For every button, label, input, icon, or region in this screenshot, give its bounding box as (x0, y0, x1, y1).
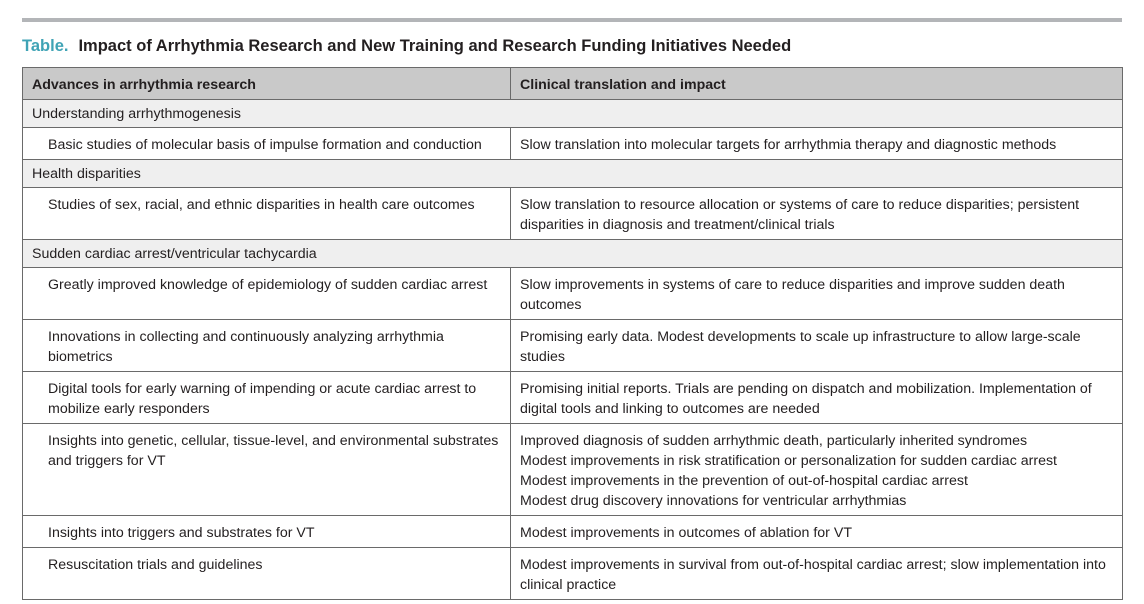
table-row (23, 320, 1123, 372)
advance-cell: Greatly improved knowledge of epidemiology of sudden cardiac arrest (23, 268, 511, 320)
impact-line: Slow translation into molecular targets for arrhythmia therapy and diagnostic methods (520, 137, 1057, 153)
table-row (23, 372, 1123, 424)
table-row (23, 548, 1123, 600)
arrhythmia-table (22, 67, 1123, 600)
advance-cell: Insights into genetic, cellular, tissue-level, and environmental substrates and triggers for VT (23, 424, 511, 516)
category-row (23, 240, 1123, 268)
impact-line: Modest improvements in risk stratification or personalization for sudden cardiac arrest (520, 453, 1057, 469)
impact-cell (511, 372, 1123, 424)
impact-line: Modest improvements in the prevention of out-of-hospital cardiac arrest (520, 473, 968, 489)
impact-line: Modest improvements in outcomes of ablation for VT (520, 525, 852, 541)
top-rule (22, 18, 1122, 22)
impact-line: Modest improvements in survival from out-of-hospital cardiac arrest; slow implementation into clinical practice (520, 557, 1106, 593)
advance-cell: Insights into triggers and substrates for VT (23, 516, 511, 548)
table-row (23, 268, 1123, 320)
impact-line: Slow improvements in systems of care to reduce disparities and improve sudden death outcomes (520, 277, 1065, 313)
table-row (23, 516, 1123, 548)
impact-line: Promising initial reports. Trials are pending on dispatch and mobilization. Implementation of digital tools and linking to outcomes are needed (520, 381, 1092, 417)
impact-line: Promising early data. Modest developments to scale up infrastructure to allow large-scale studies (520, 329, 1081, 365)
table-title-text: Impact of Arrhythmia Research and New Training and Research Funding Initiatives Needed (78, 37, 792, 55)
category-row (23, 100, 1123, 128)
column-header-advances: Advances in arrhythmia research (23, 68, 511, 100)
advance-cell: Resuscitation trials and guidelines (23, 548, 511, 600)
advance-cell: Innovations in collecting and continuously analyzing arrhythmia biometrics (23, 320, 511, 372)
table-row (23, 188, 1123, 240)
impact-line: Improved diagnosis of sudden arrhythmic death, particularly inherited syndromes (520, 433, 1028, 449)
category-label: Health disparities (23, 160, 1123, 188)
impact-cell (511, 128, 1123, 160)
table-row (23, 128, 1123, 160)
impact-cell (511, 548, 1123, 600)
impact-cell (511, 424, 1123, 516)
table-row (23, 424, 1123, 516)
table-label: Table. (22, 37, 69, 55)
impact-cell (511, 320, 1123, 372)
category-row (23, 160, 1123, 188)
table-body (23, 100, 1123, 600)
header-row (23, 68, 1123, 100)
impact-line: Slow translation to resource allocation or systems of care to reduce disparities; persistent disparities in diagnosis and treatment/clinical trials (520, 197, 1080, 233)
advance-cell: Digital tools for early warning of impending or acute cardiac arrest to mobilize early responders (23, 372, 511, 424)
impact-cell (511, 268, 1123, 320)
impact-cell (511, 516, 1123, 548)
column-header-impact: Clinical translation and impact (511, 68, 1123, 100)
advance-cell: Studies of sex, racial, and ethnic disparities in health care outcomes (23, 188, 511, 240)
advance-cell: Basic studies of molecular basis of impulse formation and conduction (23, 128, 511, 160)
table-title (22, 37, 791, 56)
impact-cell (511, 188, 1123, 240)
category-label: Sudden cardiac arrest/ventricular tachycardia (23, 240, 1123, 268)
impact-line: Modest drug discovery innovations for ventricular arrhythmias (520, 493, 907, 509)
category-label: Understanding arrhythmogenesis (23, 100, 1123, 128)
